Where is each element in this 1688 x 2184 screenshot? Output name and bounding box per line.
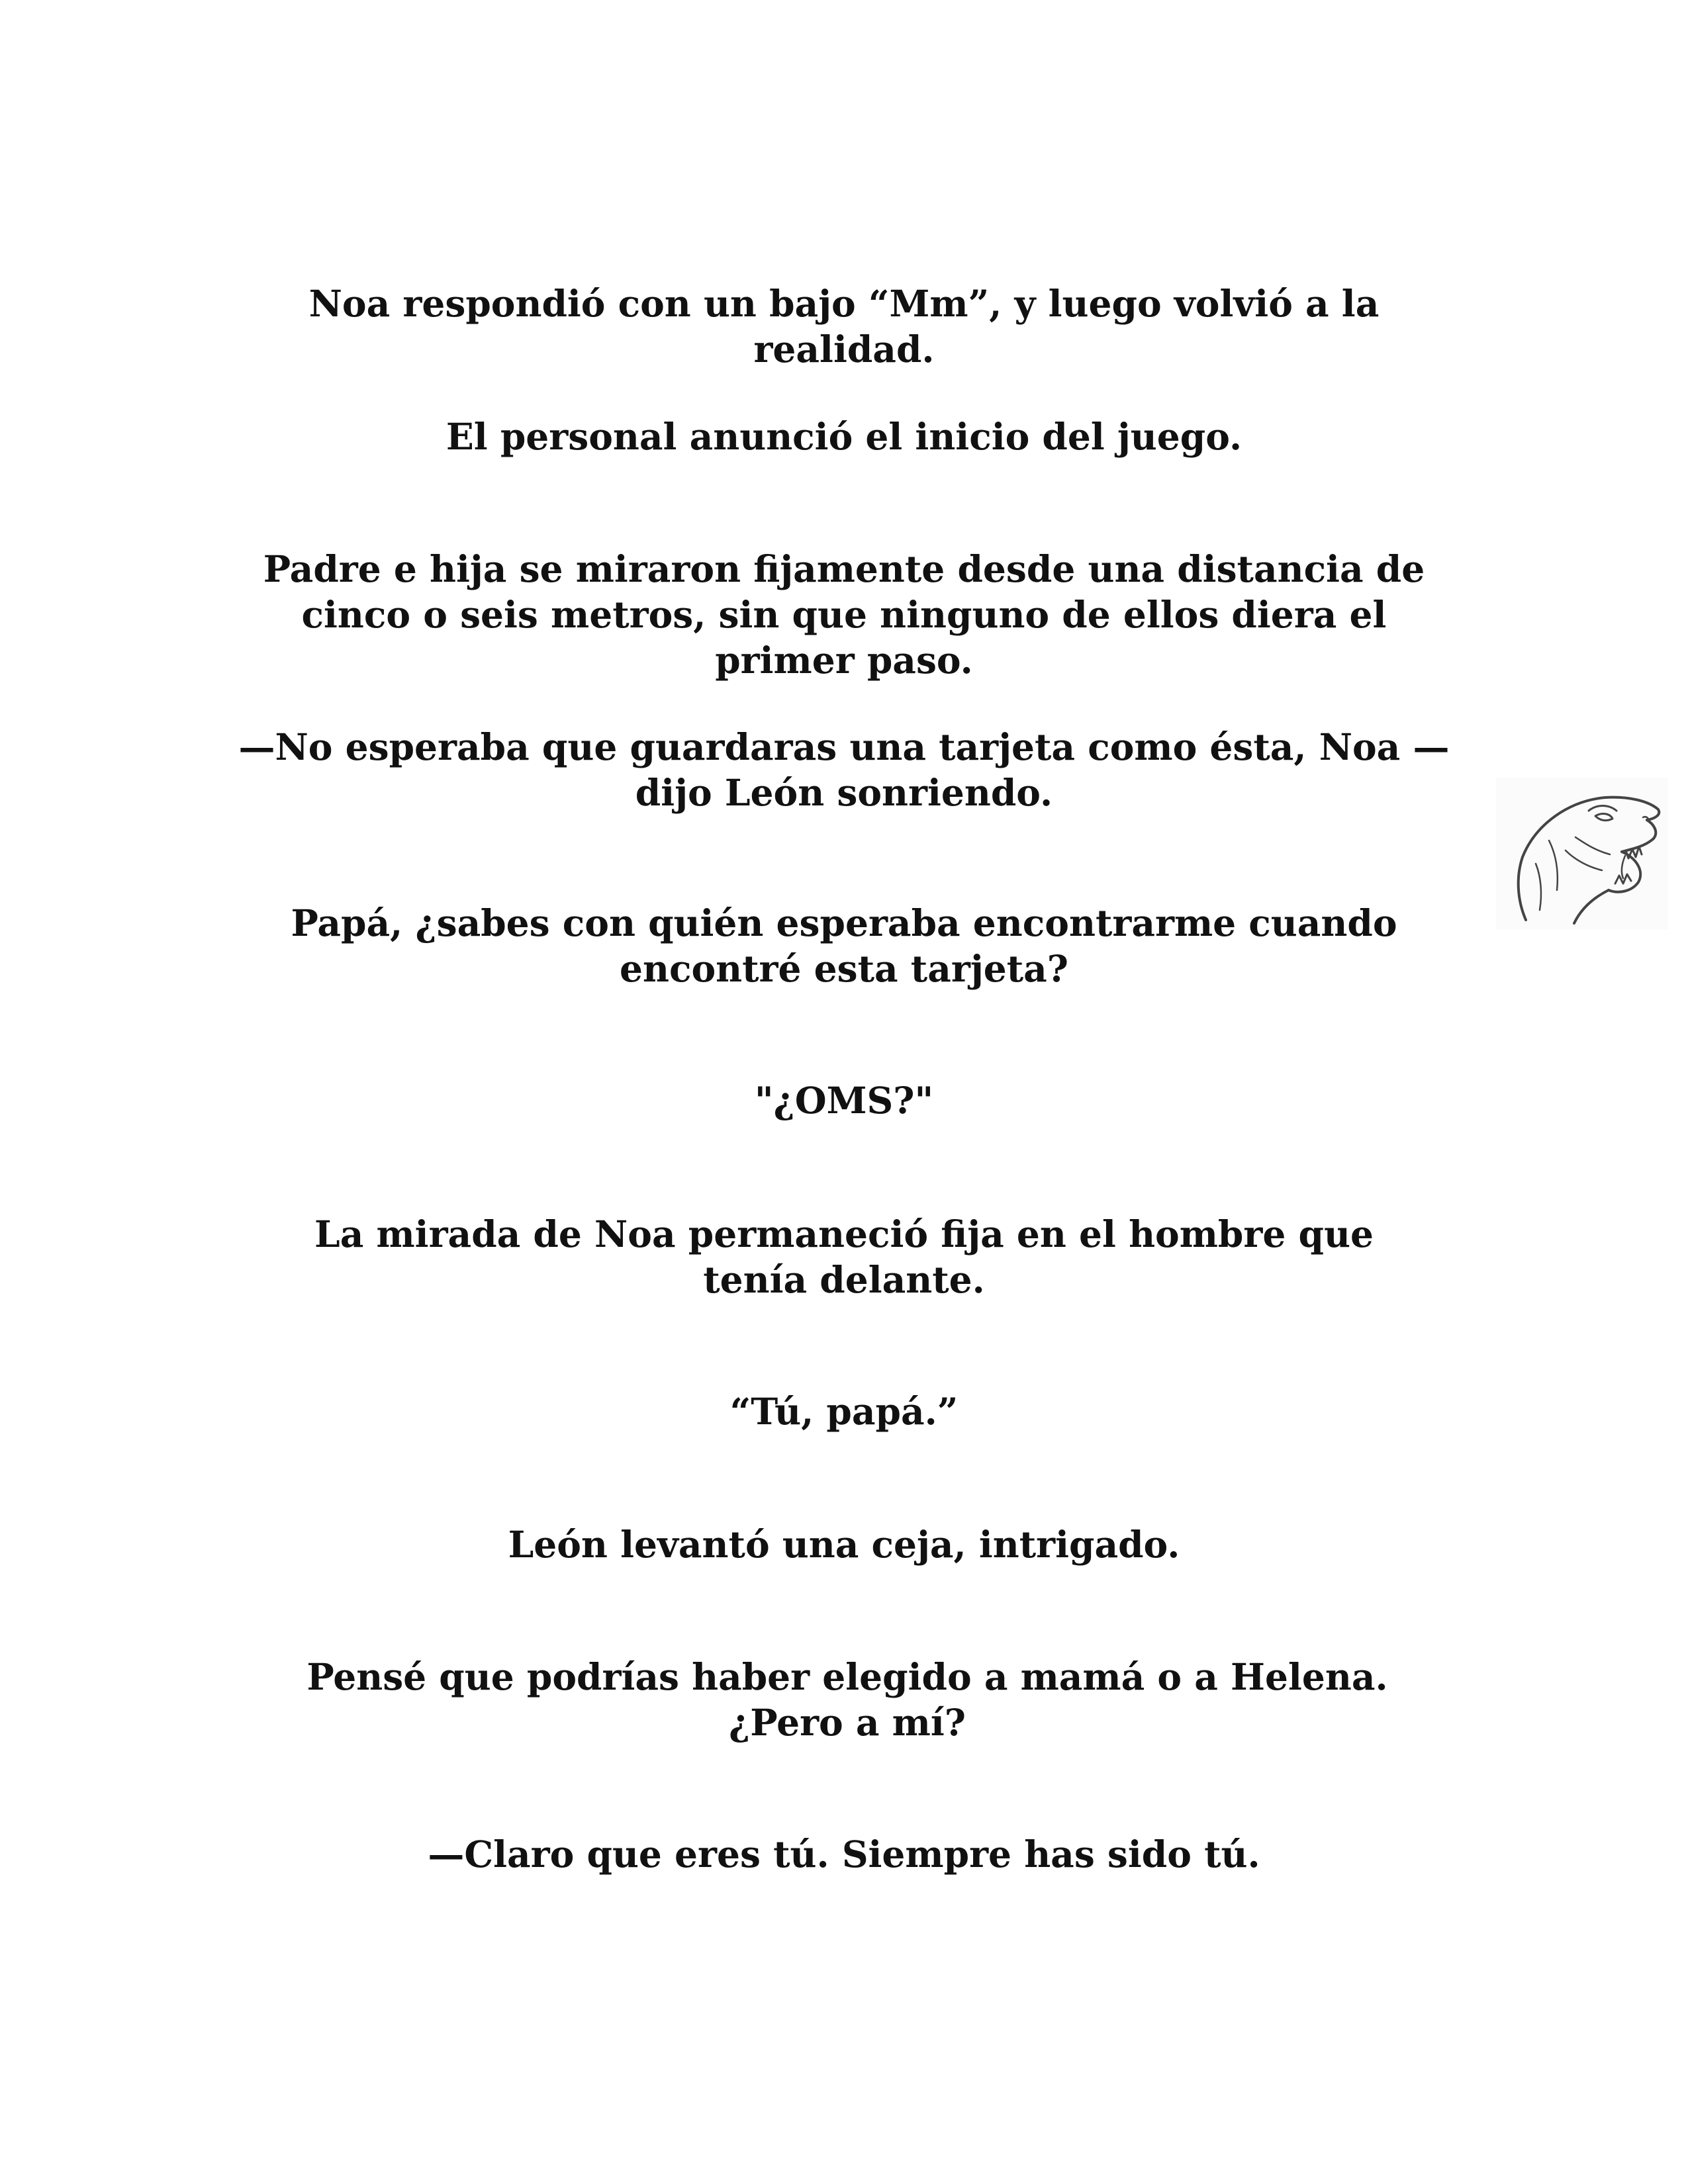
paragraph-10: Pensé que podrías haber elegido a mamá o a Helena. ¿Pero a mí? [306, 1655, 1388, 1744]
paragraph-1: Noa respondió con un bajo “Mm”, y luego volvió a la realidad. [308, 282, 1380, 371]
dinosaur-sketch-icon [1496, 778, 1668, 930]
paragraph-2: El personal anunció el inicio del juego. [445, 415, 1243, 458]
paragraph-11: —Claro que eres tú. Siempre has sido tú. [428, 1833, 1260, 1876]
paragraph-9: León levantó una ceja, intrigado. [508, 1523, 1180, 1566]
paragraph-4: —No esperaba que guardaras una tarjeta como ésta, Noa —dijo León sonriendo. [238, 725, 1450, 814]
paragraph-5: Papá, ¿sabes con quién esperaba encontrarme cuando encontré esta tarjeta? [291, 901, 1397, 990]
paragraph-6: "¿OMS?" [754, 1079, 934, 1122]
paragraph-7: La mirada de Noa permaneció fija en el hombre que tenía delante. [314, 1212, 1374, 1301]
paragraph-3: Padre e hija se miraron fijamente desde una distancia de cinco o seis metros, sin que ninguno de ellos diera el primer paso. [263, 547, 1425, 682]
paragraph-8: “Tú, papá.” [729, 1390, 959, 1433]
